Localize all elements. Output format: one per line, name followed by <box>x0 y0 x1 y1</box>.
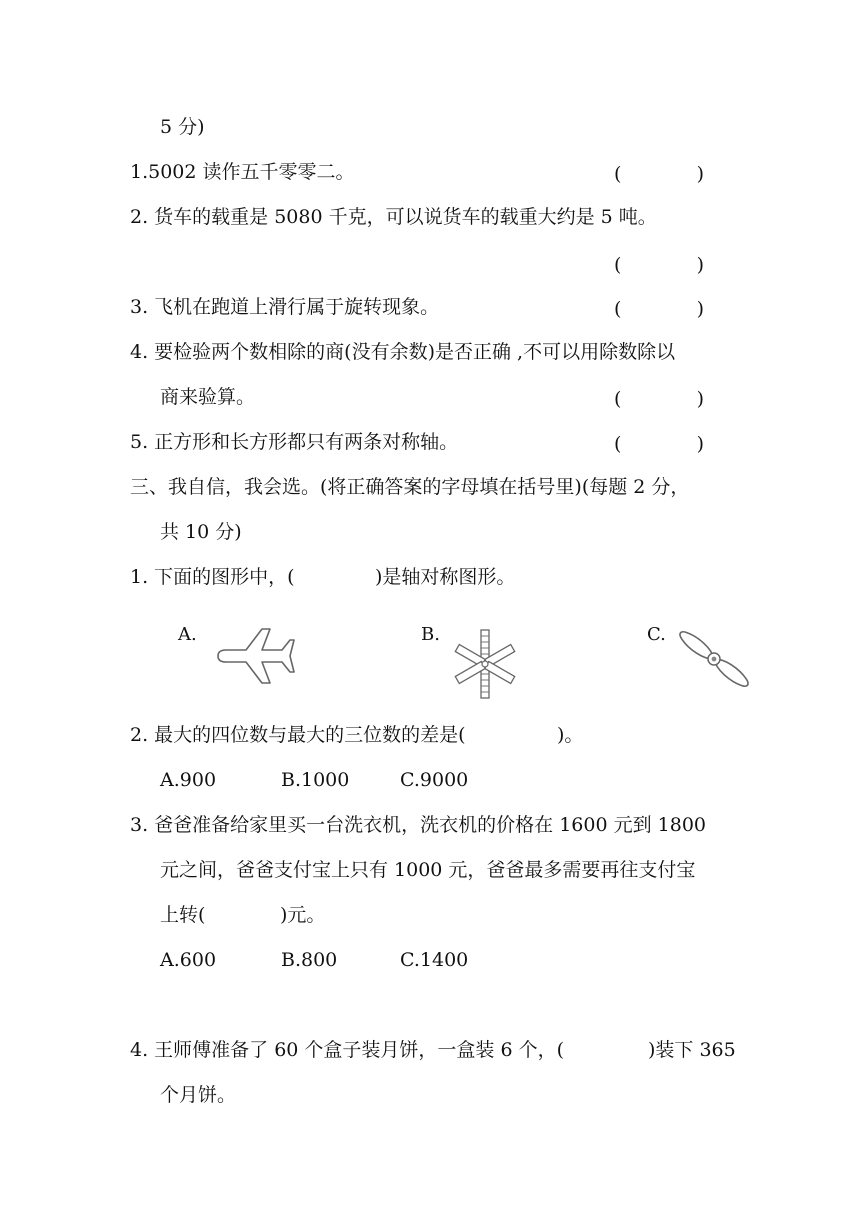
q2-option-c[interactable]: C.9000 <box>400 769 469 791</box>
q1-option-b-label: B. <box>421 624 440 645</box>
tf-item-5: 5. 正方形和长方形都只有两条对称轴。 <box>130 431 459 453</box>
q3-option-a[interactable]: A.600 <box>160 949 217 971</box>
tf-item-2: 2. 货车的载重是 5080 千克，可以说货车的载重大约是 5 吨。 <box>130 206 657 228</box>
tf-item-3: 3. 飞机在跑道上滑行属于旋转现象。 <box>130 296 440 318</box>
section-tail-text: 5 分) <box>160 116 205 138</box>
q3-option-b[interactable]: B.800 <box>281 949 338 971</box>
section-3-heading-cont: 共 10 分) <box>160 521 242 543</box>
q1-stem-end: )是轴对称图形。 <box>375 566 516 588</box>
q3-line-3-end: )元。 <box>280 904 326 926</box>
tf-item-4-cont: 商来验算。 <box>160 386 256 408</box>
tf-item-1: 1.5002 读作五千零零二。 <box>130 161 355 183</box>
answer-paren-3[interactable]: ( ) <box>614 298 704 320</box>
section-3-heading: 三、我自信，我会选。(将正确答案的字母填在括号里)(每题 2 分， <box>130 476 690 498</box>
q3-line-2: 元之间，爸爸支付宝上只有 1000 元，爸爸最多需要再往支付宝 <box>160 859 696 881</box>
q3-line-1: 3. 爸爸准备给家里买一台洗衣机，洗衣机的价格在 1600 元到 1800 <box>130 814 706 836</box>
q1-option-c-label: C. <box>647 624 666 645</box>
q2-option-b[interactable]: B.1000 <box>281 769 350 791</box>
tf-item-4: 4. 要检验两个数相除的商(没有余数)是否正确 ,不可以用除数除以 <box>130 341 676 363</box>
q2-option-a[interactable]: A.900 <box>160 769 217 791</box>
windmill-icon <box>448 628 522 700</box>
q3-option-c[interactable]: C.1400 <box>400 949 469 971</box>
q4-line-2: 个月饼。 <box>160 1084 237 1106</box>
answer-paren-1[interactable]: ( ) <box>614 163 704 185</box>
q2-stem-end: )。 <box>557 724 584 746</box>
q1-stem-start: 1. 下面的图形中，( <box>130 566 295 588</box>
airplane-icon <box>212 626 296 686</box>
q4-line-1-start: 4. 王师傅准备了 60 个盒子装月饼，一盒装 6 个，( <box>130 1039 565 1061</box>
propeller-icon <box>668 624 760 694</box>
answer-paren-5[interactable]: ( ) <box>614 433 704 455</box>
q4-line-1-end: )装下 365 <box>648 1039 736 1061</box>
answer-paren-2[interactable]: ( ) <box>614 254 704 276</box>
q2-stem-start: 2. 最大的四位数与最大的三位数的差是( <box>130 724 466 746</box>
answer-paren-4[interactable]: ( ) <box>614 388 704 410</box>
q1-option-a-label: A. <box>178 624 197 645</box>
q3-line-3-start: 上转( <box>160 904 206 926</box>
